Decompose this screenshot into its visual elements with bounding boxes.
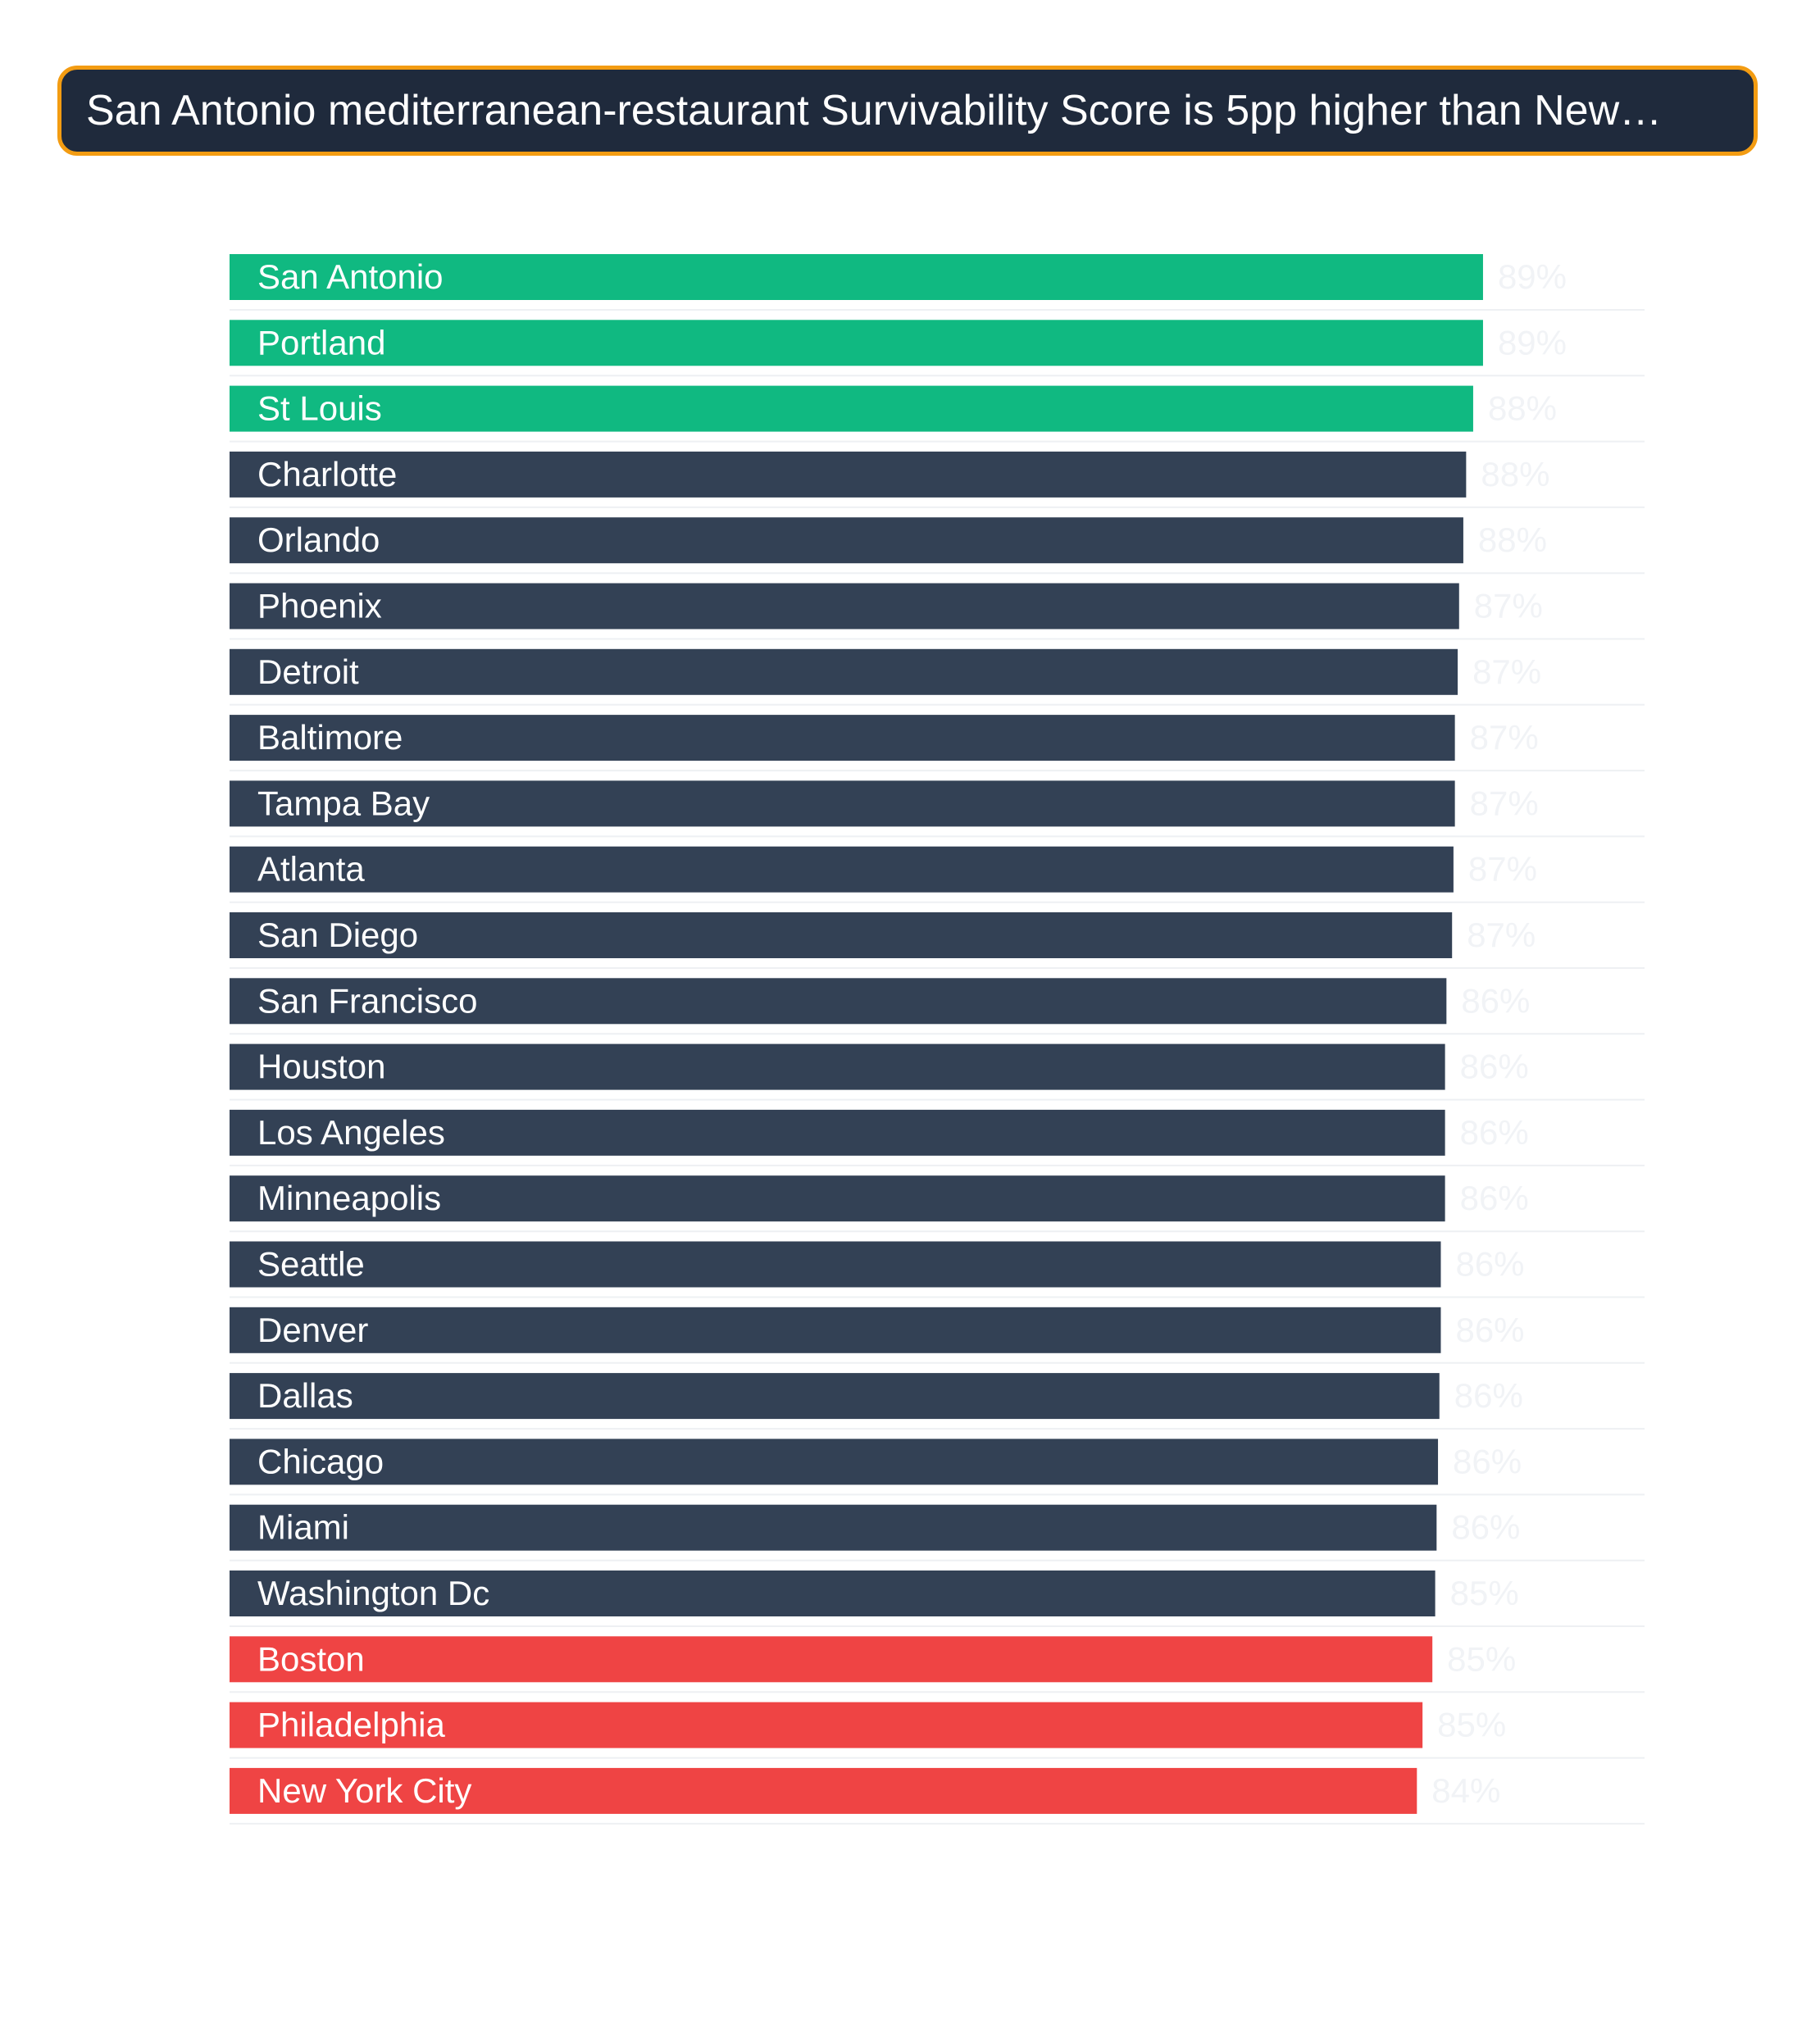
bar-value-label: 84%: [1431, 1771, 1501, 1810]
bar-value-label: 87%: [1467, 916, 1536, 954]
bar-value-label: 86%: [1459, 1179, 1529, 1218]
bar-phoenix: [230, 584, 1459, 630]
bar-category-label: Minneapolis: [257, 1179, 442, 1218]
bar-seattle: [230, 1242, 1440, 1288]
bar-baltimore: [230, 715, 1455, 761]
bar-value-label: 85%: [1437, 1705, 1507, 1744]
bar-value-label: 87%: [1472, 652, 1542, 691]
bar-value-label: 89%: [1497, 257, 1567, 296]
bar-value-label: 87%: [1469, 718, 1539, 757]
bar-value-label: 87%: [1469, 784, 1539, 823]
bar-value-label: 87%: [1467, 849, 1537, 889]
bar-category-label: Phoenix: [257, 586, 382, 625]
bar-portland: [230, 320, 1483, 366]
bar-category-label: St Louis: [257, 389, 382, 428]
bar-chicago: [230, 1439, 1438, 1484]
bar-charlotte: [230, 452, 1466, 498]
bar-category-label: Philadelphia: [257, 1705, 445, 1744]
bar-value-label: 86%: [1454, 1376, 1523, 1416]
bar-category-label: Denver: [257, 1310, 369, 1349]
bar-boston: [230, 1636, 1432, 1682]
chart-title: San Antonio mediterranean-restaurant Survivability Score is 5pp higher than New…: [86, 87, 1663, 134]
bar-value-label: 87%: [1473, 586, 1543, 625]
bar-category-label: Portland: [257, 323, 386, 362]
bar-category-label: Tampa Bay: [257, 784, 430, 823]
bar-category-label: Boston: [257, 1639, 365, 1679]
bar-value-label: 86%: [1459, 1047, 1529, 1086]
bar-category-label: Dallas: [257, 1376, 353, 1416]
bar-denver: [230, 1307, 1440, 1353]
bar-value-label: 86%: [1461, 981, 1531, 1020]
bar-category-label: Orlando: [257, 520, 380, 560]
bar-category-label: San Diego: [257, 916, 419, 954]
bar-category-label: San Francisco: [257, 981, 478, 1020]
bar-value-label: 88%: [1481, 454, 1550, 493]
bar-houston: [230, 1044, 1445, 1090]
bar-detroit: [230, 649, 1458, 695]
bar-category-label: Los Angeles: [257, 1112, 445, 1152]
bar-value-label: 89%: [1497, 323, 1567, 362]
bar-value-label: 86%: [1453, 1442, 1522, 1481]
bar-orlando: [230, 517, 1463, 563]
bar-category-label: Miami: [257, 1507, 349, 1547]
bar-value-label: 86%: [1455, 1244, 1525, 1284]
bar-category-label: Charlotte: [257, 454, 398, 493]
bar-value-label: 85%: [1449, 1574, 1519, 1612]
bar-st-louis: [230, 386, 1473, 432]
bar-category-label: Seattle: [257, 1244, 365, 1284]
bar-value-label: 88%: [1477, 520, 1547, 560]
bar-value-label: 88%: [1487, 389, 1558, 428]
bar-category-label: Baltimore: [257, 718, 403, 757]
bar-value-label: 86%: [1455, 1310, 1525, 1349]
bar-miami: [230, 1505, 1436, 1551]
bar-category-label: Atlanta: [257, 849, 365, 889]
bar-value-label: 86%: [1459, 1112, 1529, 1152]
bar-category-label: Washington Dc: [257, 1574, 490, 1612]
bar-atlanta: [230, 847, 1454, 893]
bar-category-label: Chicago: [257, 1442, 384, 1481]
bar-value-label: 85%: [1447, 1639, 1517, 1679]
bar-category-label: San Antonio: [257, 257, 444, 296]
bar-value-label: 86%: [1451, 1507, 1521, 1547]
bar-category-label: Detroit: [257, 652, 359, 691]
bar-category-label: New York City: [257, 1771, 472, 1810]
bar-dallas: [230, 1373, 1440, 1419]
bar-category-label: Houston: [257, 1047, 386, 1086]
